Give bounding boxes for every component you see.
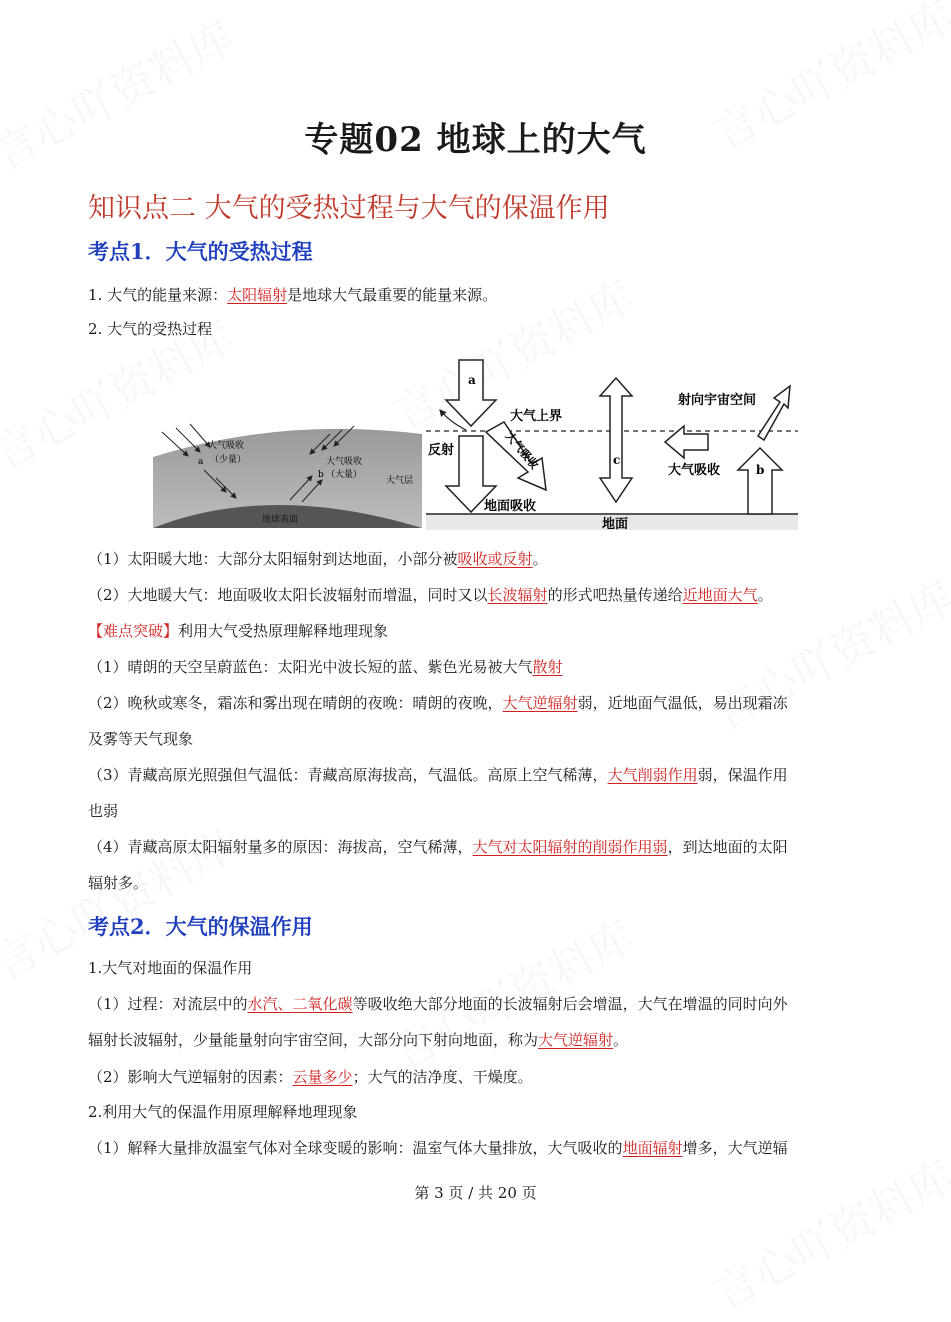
heating-process-diagram <box>150 352 802 534</box>
p2: （2）大地暖大气：地面吸收太阳长波辐射而增温，同时又以长波辐射的形式吧热量传递给近地面大气。 <box>88 586 773 604</box>
d1: （1）晴朗的天空呈蔚蓝色：太阳光中波长短的蓝、紫色光易被大气散射 <box>88 658 563 676</box>
answer: 吸收或反射 <box>457 550 533 568</box>
answer: 地面辐射 <box>622 1139 683 1157</box>
answer: 大气削弱作用 <box>607 766 698 784</box>
answer: 太阳辐射 <box>227 286 288 304</box>
atm-absorb-label: 大气吸收 <box>668 463 721 478</box>
label-a-right: a <box>468 373 476 387</box>
arrow-c <box>600 378 632 502</box>
answer: 水汽、二氧化碳 <box>247 995 353 1013</box>
absorb-small-label: 大气吸收 <box>208 441 245 451</box>
answer: 长波辐射 <box>487 586 548 604</box>
page-footer: 第 3 页 / 共 20 页 <box>414 1184 537 1202</box>
page-title: 专题02 地球上的大气 <box>304 120 647 160</box>
d3: （3）青藏高原光照强但气温低：青藏高原海拔高，气温低。高原上空气稀薄，大气削弱作用弱，保温作用 也弱 <box>88 766 788 820</box>
label-b-right: b <box>756 463 765 477</box>
d4: （4）青藏高原太阳辐射量多的原因：海拔高，空气稀薄，大气对太阳辐射的削弱作用弱，到达地面的太阳 辐射多。 <box>88 838 788 892</box>
arrow-a <box>446 360 496 426</box>
s2: 2.利用大气的保温作用原理解释地理现象 <box>88 1103 358 1121</box>
upper-boundary-label: 大气上界 <box>510 409 563 424</box>
answer: 大气逆辐射 <box>538 1031 614 1049</box>
ground-label: 地面 <box>602 517 629 532</box>
label-c: c <box>613 453 621 467</box>
p1: （1）太阳暖大地：大部分太阳辐射到达地面，小部分被吸收或反射。 <box>88 550 548 568</box>
s1p1: （1）过程：对流层中的水汽、二氧化碳等吸收绝大部分地面的长波辐射后会增温，大气在增温的同时向外 辐射长波辐射，少量能量射向宇宙空间，大部分向下射向地面，称为大气逆辐射。 <box>88 995 788 1049</box>
difficulty-tag: 【难点突破】 <box>88 622 179 640</box>
watermark <box>700 1142 951 1322</box>
atm-absorb-diag-label: 大气吸收 <box>502 429 541 472</box>
item2: 2. 大气的受热过程 <box>88 320 213 338</box>
label-b-left: b <box>318 470 324 480</box>
arrow-b <box>738 448 782 514</box>
to-space-label: 射向宇宙空间 <box>678 393 757 408</box>
reflect-label: 反射 <box>428 443 455 458</box>
ground-absorb-label: 地面吸收 <box>484 499 537 514</box>
answer: 散射 <box>532 658 563 676</box>
right-panel <box>426 360 798 530</box>
absorb-large-label: 大气吸收 <box>326 457 363 467</box>
left-panel <box>153 424 422 528</box>
answer: 近地面大气 <box>682 586 758 604</box>
earth-surface-label: 地球表面 <box>262 515 299 525</box>
d2: （2）晚秋或寒冬，霜冻和雾出现在晴朗的夜晚：晴朗的夜晚，大气逆辐射弱，近地面气温低，易出现霜冻 及雾等天气现象 <box>88 694 788 748</box>
kp1-heading: 考点1．大气的受热过程 <box>88 239 313 264</box>
section-heading: 知识点二 大气的受热过程与大气的保温作用 <box>88 193 610 224</box>
answer: 大气逆辐射 <box>502 694 578 712</box>
answer: 大气对太阳辐射的削弱作用弱 <box>472 838 668 856</box>
absorb-large-sub: （大量） <box>326 470 363 480</box>
s2p1: （1）解释大量排放温室气体对全球变暖的影响：温室气体大量排放，大气吸收的地面辐射增多，大气逆辐 <box>88 1139 788 1157</box>
label-a-left: a <box>198 457 204 467</box>
atmosphere-layer-label: 大气层 <box>386 476 414 486</box>
s1p2: （2）影响大气逆辐射的因素：云量多少；大气的洁净度、干燥度。 <box>88 1068 533 1086</box>
kp2-heading: 考点2．大气的保温作用 <box>88 914 313 939</box>
absorb-small-sub: （少量） <box>210 455 247 465</box>
arrow-to-space <box>758 386 790 440</box>
difficulty-line: 【难点突破】利用大气受热原理解释地理现象 <box>88 622 389 640</box>
item1: 1. 大气的能量来源：太阳辐射是地球大气最重要的能量来源。 <box>88 286 498 304</box>
answer: 云量多少 <box>292 1068 353 1086</box>
s1: 1.大气对地面的保温作用 <box>88 959 253 977</box>
